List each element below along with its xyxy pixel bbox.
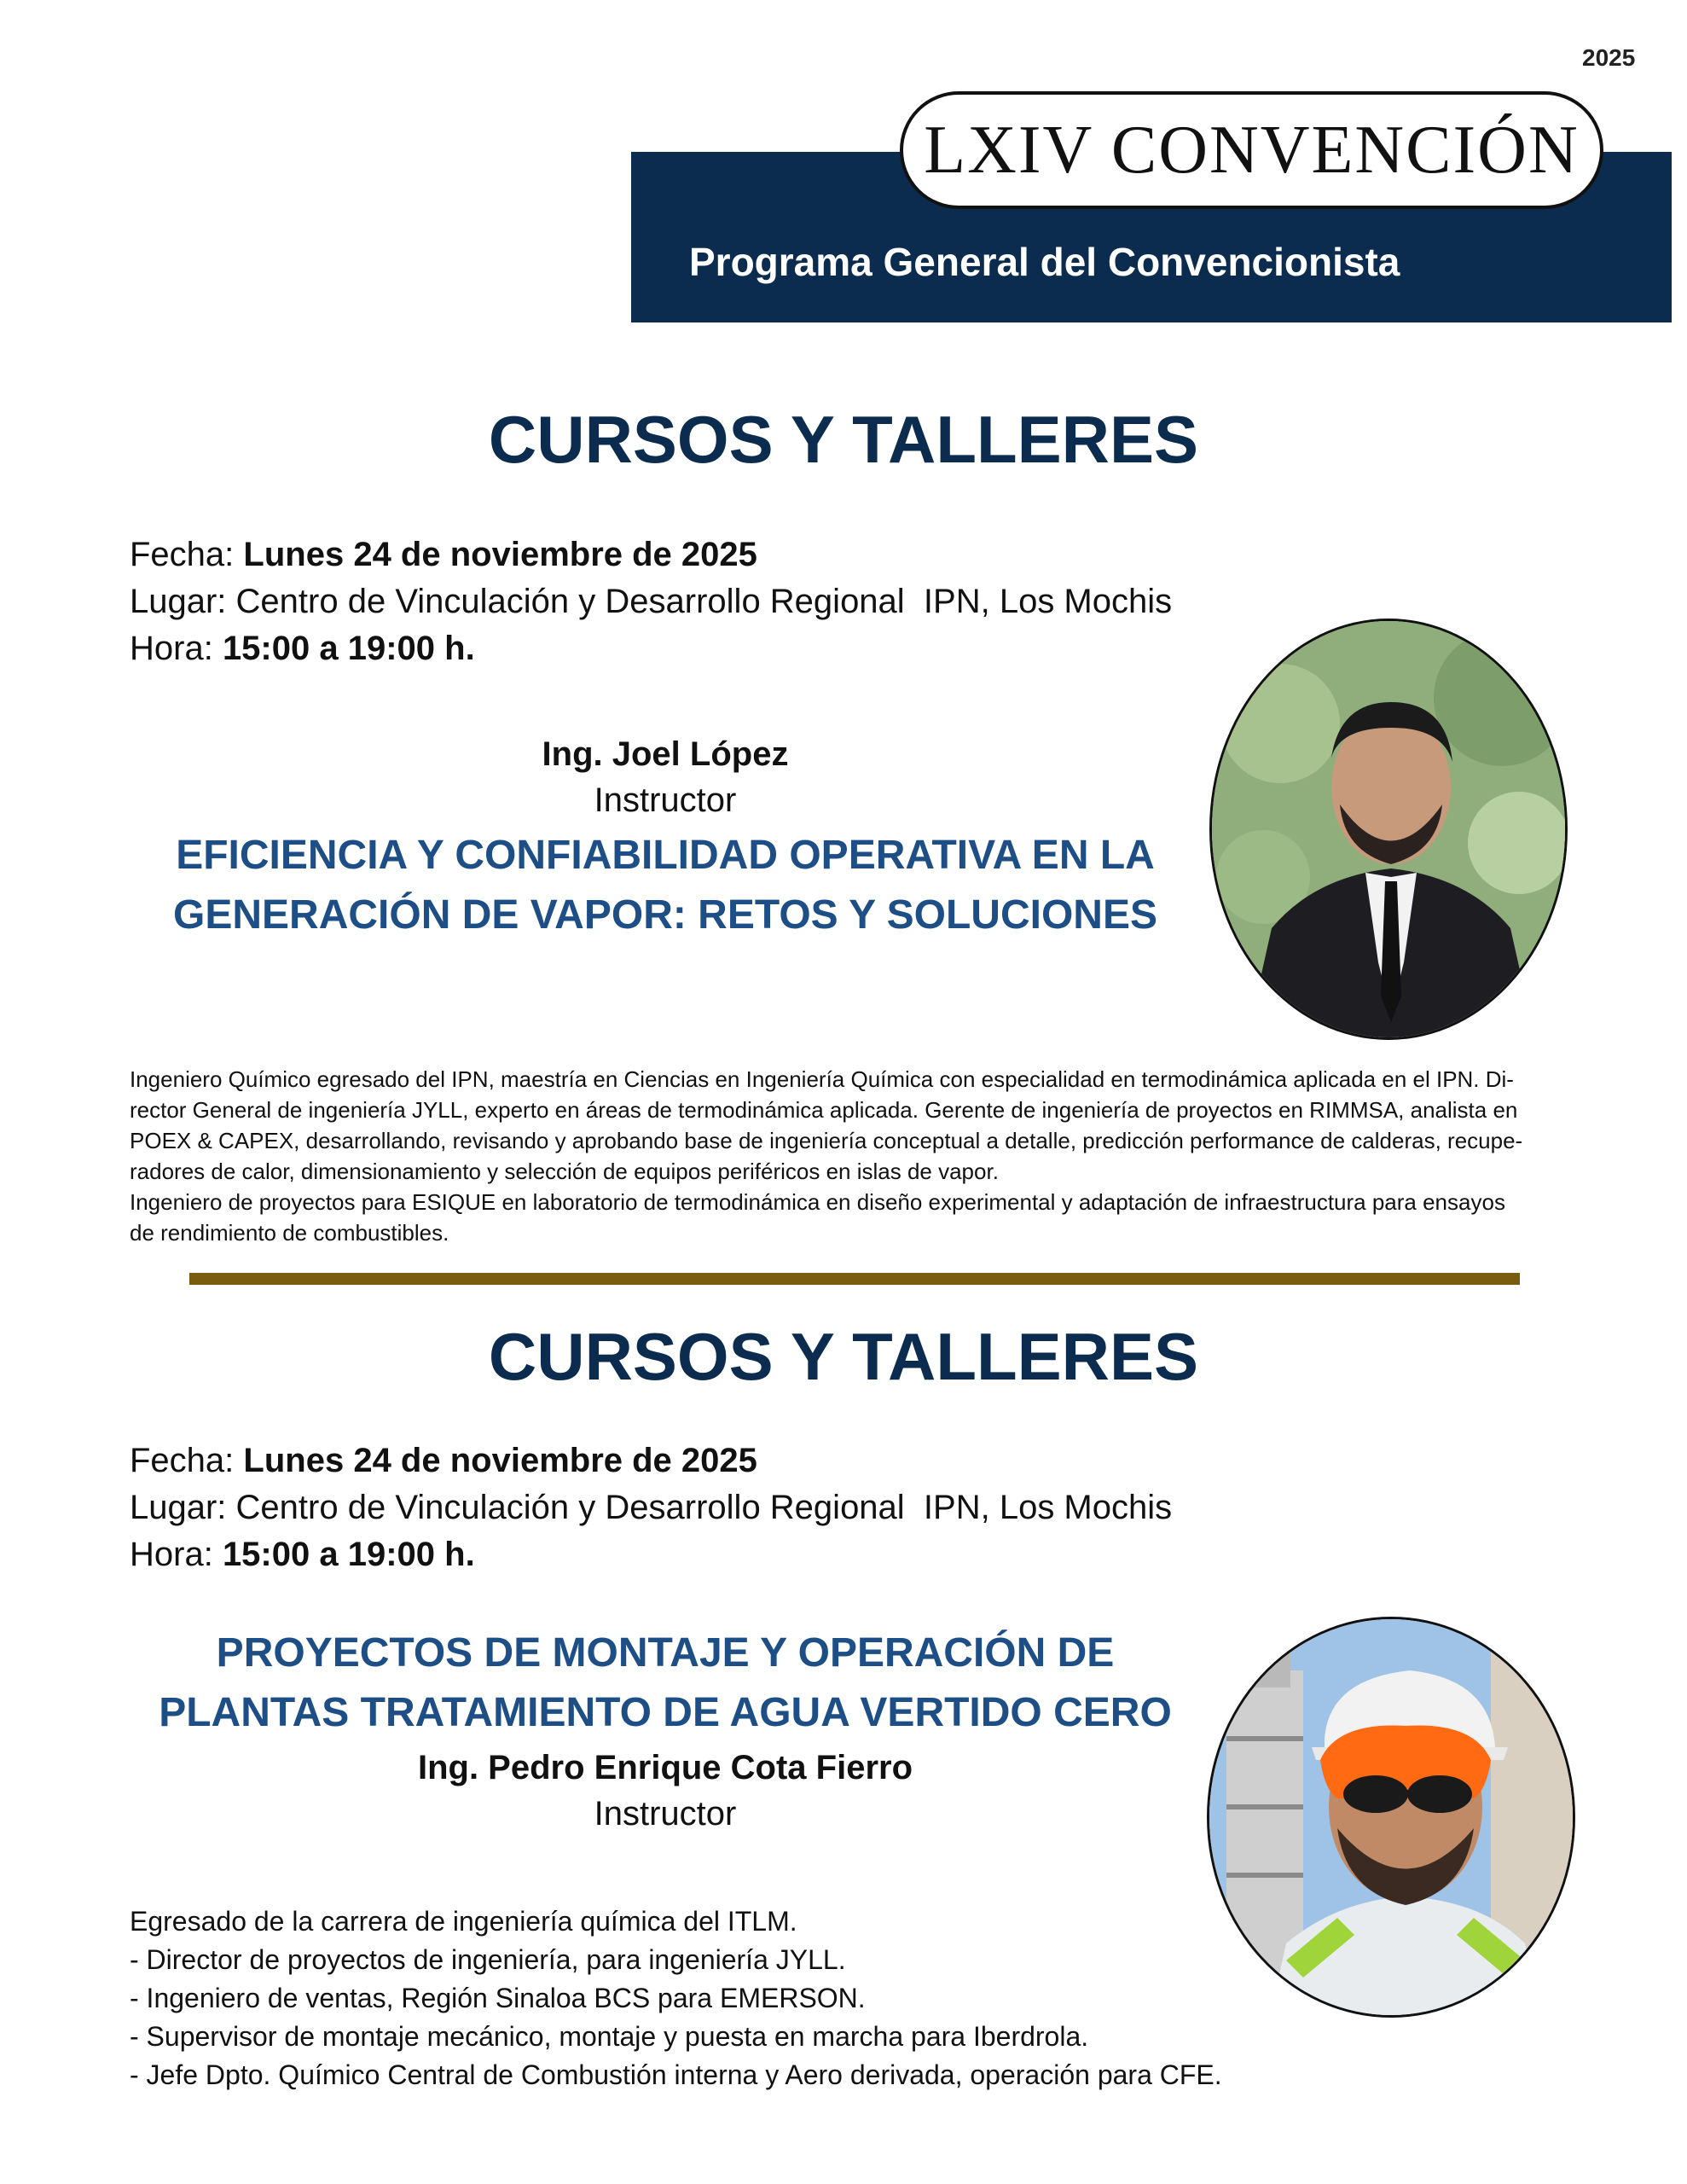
fecha-label: Fecha:: [130, 536, 235, 573]
bio-line: Egresado de la carrera de ingeniería química del ITLM.: [130, 1906, 797, 1937]
year-label: 2025: [1582, 44, 1636, 71]
hora-label: Hora:: [130, 630, 213, 667]
hora-value: 15:00 a 19:00 h.: [222, 1536, 475, 1573]
hora-value: 15:00 a 19:00 h.: [222, 630, 475, 667]
course-title-line: GENERACIÓN DE VAPOR: RETOS Y SOLUCIONES: [173, 892, 1157, 938]
lugar-line-1: [130, 583, 1172, 621]
lugar-value: Centro de Vinculación y Desarrollo Regional IPN, Los Mochis: [235, 1489, 1173, 1526]
lugar-line-2: [130, 1489, 1172, 1527]
bio-line: - Jefe Dpto. Químico Central de Combustión interna y Aero derivada, operación para CFE.: [130, 2059, 1222, 2090]
hora-label: Hora:: [130, 1536, 213, 1573]
instructor-bio-2: [130, 1902, 1324, 2094]
section-title-1: CURSOS Y TALLERES: [488, 402, 1199, 477]
bio-line: Ingeniero de proyectos para ESIQUE en laboratorio de termodinámica en diseño experimental y adaptación de infraestructura para ensayos: [130, 1189, 1505, 1215]
fecha-line-1: [130, 536, 757, 574]
fecha-line-2: [130, 1442, 757, 1480]
course-title-1: [85, 826, 1245, 945]
convention-title-pill: [900, 91, 1603, 209]
bio-line: POEX & CAPEX, desarrollando, revisando y aprobando base de ingeniería conceptual a detalle, predicción performance de calderas, recupe-: [130, 1128, 1523, 1153]
instructor-photo-1: [1209, 619, 1568, 1040]
portrait-illustration: [1212, 621, 1568, 1040]
lugar-label: Lugar:: [130, 1489, 227, 1526]
bio-line: rector General de ingeniería JYLL, experto en áreas de termodinámica aplicada. Gerente de ingeniería de proyectos en RIMMSA, analista en: [130, 1097, 1518, 1123]
fecha-value: Lunes 24 de noviembre de 2025: [243, 536, 757, 573]
bio-line: - Supervisor de montaje mecánico, montaje y puesta en marcha para Iberdrola.: [130, 2021, 1089, 2052]
fecha-label: Fecha:: [130, 1442, 235, 1479]
course-title-line: PROYECTOS DE MONTAJE Y OPERACIÓN DE: [216, 1630, 1115, 1676]
lugar-value: Centro de Vinculación y Desarrollo Regional IPN, Los Mochis: [235, 583, 1173, 620]
bio-line: radores de calor, dimensionamiento y selección de equipos periféricos en islas de vapor.: [130, 1159, 999, 1184]
bio-line: Ingeniero Químico egresado del IPN, maestría en Ciencias en Ingeniería Química con especialidad en termodinámica aplicada en el IPN. Di-: [130, 1066, 1514, 1092]
convention-title: LXIV CONVENCIÓN: [924, 112, 1580, 188]
course-title-2: [85, 1623, 1245, 1743]
program-subtitle: Programa General del Convencionista: [689, 240, 1400, 284]
course-title-line: PLANTAS TRATAMIENTO DE AGUA VERTIDO CERO: [159, 1690, 1172, 1735]
hora-line-1: [130, 630, 475, 668]
course-title-line: EFICIENCIA Y CONFIABILIDAD OPERATIVA EN LA: [176, 833, 1155, 878]
instructor-role-2: Instructor: [594, 1795, 737, 1833]
instructor-role-1: Instructor: [594, 781, 737, 819]
section-divider: [189, 1273, 1520, 1285]
section-title-2: CURSOS Y TALLERES: [488, 1319, 1199, 1394]
bio-line: - Ingeniero de ventas, Región Sinaloa BCS para EMERSON.: [130, 1983, 866, 2013]
instructor-name-1: Ing. Joel López: [542, 735, 789, 773]
bio-line: - Director de proyectos de ingeniería, para ingeniería JYLL.: [130, 1944, 846, 1975]
lugar-label: Lugar:: [130, 583, 227, 620]
instructor-name-2: Ing. Pedro Enrique Cota Fierro: [417, 1749, 913, 1786]
bio-line: de rendimiento de combustibles.: [130, 1220, 449, 1246]
hora-line-2: [130, 1536, 475, 1574]
fecha-value: Lunes 24 de noviembre de 2025: [243, 1442, 757, 1479]
instructor-bio-1: [130, 1064, 1528, 1248]
